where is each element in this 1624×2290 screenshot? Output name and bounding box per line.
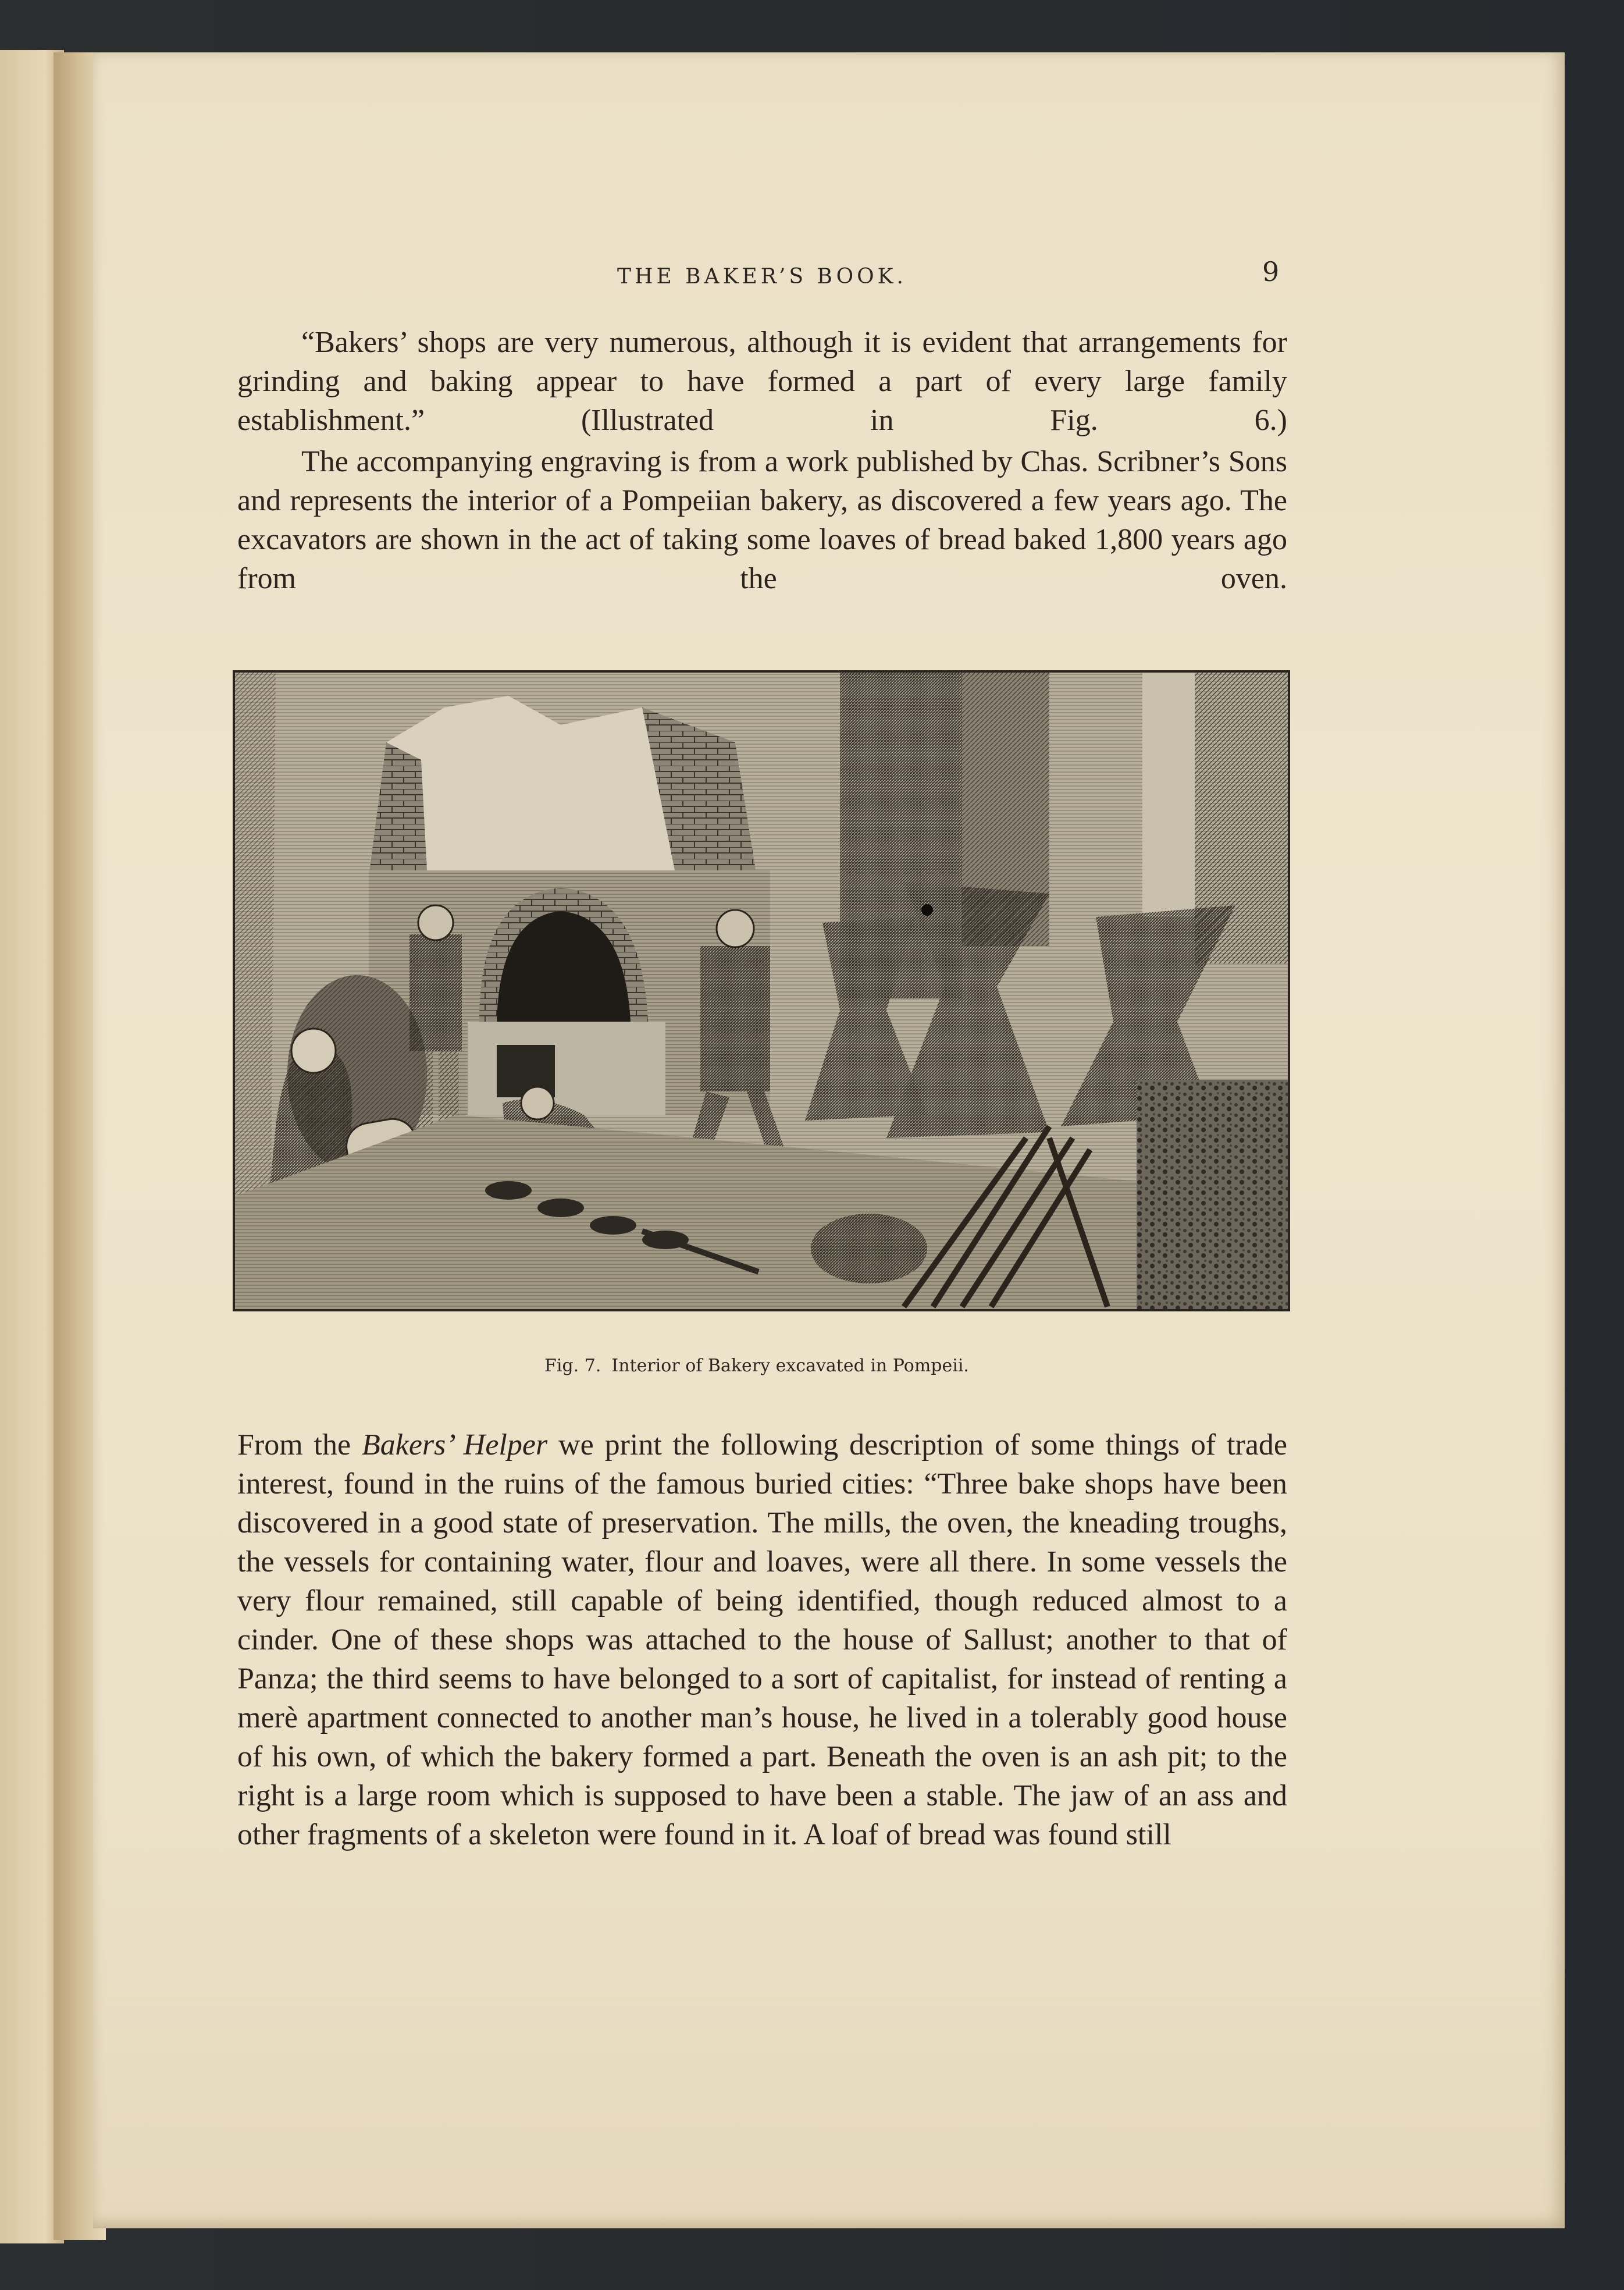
bakers-helper-title: Bakers’ Helper (361, 1428, 548, 1462)
paragraph-3-lead: From the (237, 1428, 362, 1462)
paragraph-2-text: The accompanying engraving is from a work published by Chas. Scribner’s Sons and represents the interior of a Pompeiian bakery, as discovered a few years ago. The excavators are shown in the act of taking some loaves of bread baked 1,800 years ago from the oven. (237, 445, 1287, 595)
page-number: 9 (1262, 256, 1280, 287)
figure-caption-text: Interior of Bakery excavated in Pompeii. (611, 1356, 969, 1376)
running-head: THE BAKER’S BOOK. (617, 265, 907, 289)
paragraph-1-text: “Bakers’ shops are very numerous, although it is evident that arrangements for grinding and baking appear to have formed a part of every large family establishment.” (Illustrated in Fig. 6.) (237, 326, 1287, 437)
rubble-pile (1137, 1080, 1288, 1309)
paragraph-3-body: we print the following description of some things of trade interest, found in the ruins of the famous buried cities: “Three bake shops have been discovered in a good state of preservation. The mills, the oven, the kneading troughs, the vessels for containing water, flour and loaves, were all there. In some vessels the very flour remained, still capable of being identified, though reduced almost to a cinder. One of these shops was attached to the house of Sallust; another to that of Panza; the third seems to have belonged to a sort of capitalist, for instead of renting a merè apartment connected to another man’s house, he lived in a tolerably good house of his own, of which the bakery formed a part. Beneath the oven is an ash pit; to the right is a large room which is supposed to have been a stable. The jaw of an ass and other fragments of a skeleton were found in it. A loaf of bread was found still (237, 1428, 1287, 1851)
figure-label: Fig. 7. (544, 1356, 601, 1376)
wicker-basket (811, 1214, 927, 1283)
paragraph-1 (237, 323, 1287, 440)
paragraph-2 (237, 442, 1287, 598)
paragraph-3-text (237, 1425, 1287, 1854)
ruin-pillar-2 (1142, 673, 1195, 917)
engraving-figure (233, 670, 1290, 1311)
paragraph-3 (237, 1425, 1287, 1854)
bakery-engraving-illustration (235, 673, 1288, 1309)
figure-caption (361, 1356, 1163, 1376)
